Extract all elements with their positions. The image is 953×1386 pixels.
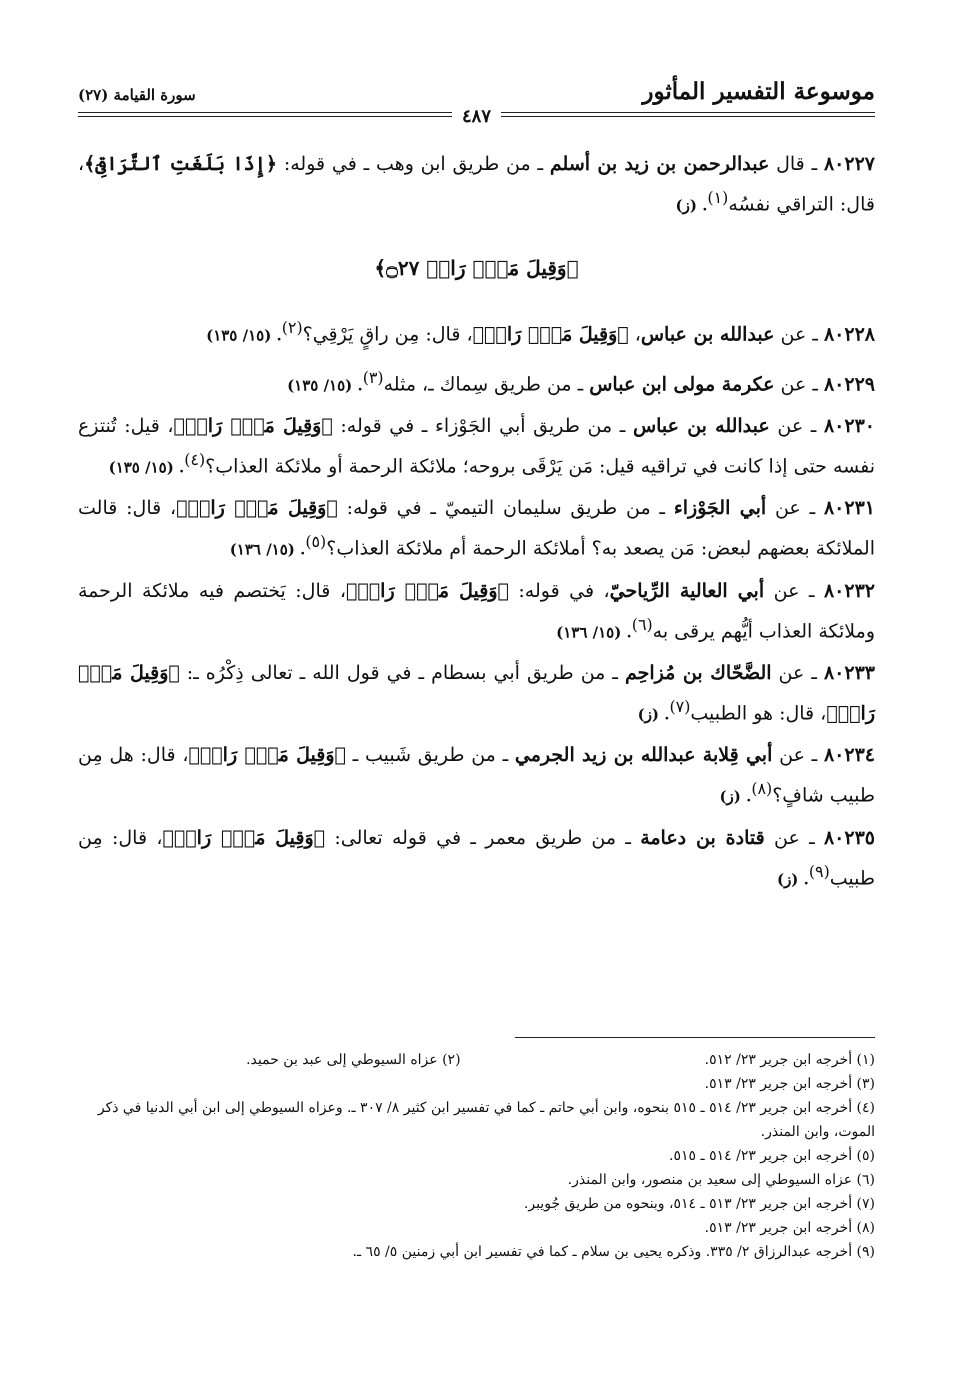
narrator-name: قتادة بن دعامة xyxy=(640,826,765,849)
entry-text: ، قال: مِن راقٍ يَرْقِي؟ xyxy=(302,323,473,346)
entry-80230 xyxy=(78,410,875,484)
entry-text: ، قال: التراقي نفسُه xyxy=(78,153,875,216)
source-ref: . (ز) xyxy=(719,787,752,806)
footnote-ref: (٢) xyxy=(281,318,303,338)
source-ref: . (١٥/ ١٣٦) xyxy=(556,622,632,641)
narrator-name: الضَّحّاك بن مُزاحِم xyxy=(624,661,772,684)
entry-number: ٨٠٢٣٢ xyxy=(823,579,875,602)
footnotes xyxy=(78,1048,875,1264)
entry-text: ـ من طريق أبي الجَوْزاء ـ في قوله: xyxy=(332,414,633,437)
entry-number: ٨٠٢٣٠ xyxy=(823,414,875,437)
entry-text: ، قيل: تُنتزع نفسه حتى إذا كانت في تراقيه قيل: مَن يَرْقَى بروحه؛ ملائكة الرحمة أو ملائكة العذاب؟ xyxy=(78,414,875,478)
footnote-8: (٨) أخرجه ابن جرير ٢٣/ ٥١٣. xyxy=(704,1220,875,1236)
entry-text: ـ من طريق سِماك ـ، مثله xyxy=(383,372,590,395)
narrator-name: عبدالله بن عباس xyxy=(632,414,770,437)
footnote-ref: (٧) xyxy=(669,696,691,716)
entry-text: ـ عن xyxy=(764,579,824,602)
entry-text: ـ من طريق سليمان التيميّ ـ في قوله: xyxy=(337,497,674,520)
entry-80234 xyxy=(78,739,875,813)
page-number-wrap xyxy=(0,106,953,127)
narrator-name: عكرمة مولى ابن عباس xyxy=(589,372,775,395)
entry-number: ٨٠٢٣١ xyxy=(823,497,875,520)
footnote-ref: (٣) xyxy=(362,367,384,387)
footnote-ref: (٩) xyxy=(808,861,830,881)
entry-text: ـ من طريق أبي بسطام ـ في قول الله ـ تعالى ذِكْرُه ـ: xyxy=(179,661,625,684)
entry-80233 xyxy=(78,657,875,731)
main-text xyxy=(78,148,875,904)
surah-title: سورة القيامة (٢٧) xyxy=(78,86,196,104)
entry-number: ٨٠٢٢٧ xyxy=(823,153,875,175)
entry-text: ، قال: هو الطبيب xyxy=(690,702,827,725)
quran-quote: ﴿إِذَا بَلَغَتِ ٱلتَّرَاقِىَ﴾ xyxy=(84,153,278,175)
source-ref: . (١٥/ ١٣٥) xyxy=(108,458,185,477)
entry-text: ـ عن xyxy=(772,744,824,767)
entry-80235 xyxy=(78,822,875,896)
entry-80232 xyxy=(78,575,875,649)
entry-number: ٨٠٢٣٣ xyxy=(823,661,875,684)
footnote-1: (١) أخرجه ابن جرير ٢٣/ ٥١٢. xyxy=(704,1052,875,1068)
entry-number: ٨٠٢٣٥ xyxy=(823,826,875,849)
book-title: موسوعة التفسير المأثور xyxy=(642,78,875,105)
footnote-ref: (١) xyxy=(707,188,729,207)
footnote-ref: (٥) xyxy=(305,532,327,552)
entry-text: ـ قال xyxy=(769,153,824,175)
entry-text: ـ عن xyxy=(764,826,824,849)
page-number: ٤٨٧ xyxy=(452,106,501,127)
ayah-heading: ﴿وَقِيلَ مَنۡۜ رَاقٖ ۝٢٧﴾ xyxy=(374,256,579,281)
quran-quote: ﴿وَقِيلَ مَنۡۜ رَاقٖ﴾ xyxy=(173,414,333,437)
entry-text: ، قال: يَختصم فيه ملائكة الرحمة وملائكة العذاب أيُّهم يرقى به xyxy=(78,579,875,642)
source-ref: . (ز) xyxy=(637,705,670,724)
footnote-2: (٢) عزاه السيوطي إلى عبد بن حميد. xyxy=(246,1052,461,1068)
entry-text: ـ عن xyxy=(774,372,824,395)
entry-80227 xyxy=(78,148,875,222)
quran-quote: ﴿وَقِيلَ مَنۡۜ رَاقٖ﴾ xyxy=(176,497,338,520)
entry-80229 xyxy=(78,361,875,402)
entry-80228 xyxy=(78,311,875,352)
entry-text: ، في قوله: xyxy=(508,579,610,602)
source-ref: . (ز) xyxy=(675,196,708,215)
footnote-9: (٩) أخرجه عبدالرزاق ٢/ ٣٣٥. وذكره يحيى بن سلام ـ كما في تفسير ابن أبي زمنين ٥/ ٦٥ ـ. xyxy=(352,1244,875,1260)
entry-text: ـ من طريق شَبيب ـ xyxy=(345,744,515,767)
entry-text: ـ عن xyxy=(769,414,824,437)
entry-text: ـ من طريق معمر ـ في قوله تعالى: xyxy=(325,826,641,849)
footnote-3: (٣) أخرجه ابن جرير ٢٣/ ٥١٣. xyxy=(704,1076,875,1092)
entry-text: ، قال: هل مِن طبيب شافٍ؟ xyxy=(78,744,875,807)
entry-text: ـ عن xyxy=(771,661,824,684)
quran-quote: ﴿وَقِيلَ مَنۡۜ رَاقٖ﴾ xyxy=(78,661,875,725)
entry-number: ٨٠٢٣٤ xyxy=(823,744,875,767)
footnote-separator xyxy=(515,1037,875,1038)
quran-quote: ﴿وَقِيلَ مَنۡۜ رَاقٖ﴾ xyxy=(345,579,509,602)
footnote-ref: (٦) xyxy=(631,614,653,634)
entry-text: ـ عن xyxy=(766,497,824,520)
source-ref: . (ز) xyxy=(776,869,809,888)
entry-text: ـ من طريق ابن وهب ـ في قوله: xyxy=(277,153,550,175)
footnote-ref: (٨) xyxy=(751,779,773,799)
footnote-6: (٦) عزاه السيوطي إلى سعيد بن منصور، وابن المنذر. xyxy=(567,1172,875,1188)
source-ref: . (١٥/ ١٣٥) xyxy=(206,326,282,345)
source-ref: . (١٥/ ١٣٦) xyxy=(229,540,306,559)
entry-text: ، xyxy=(628,323,641,346)
footnote-row xyxy=(78,1048,875,1072)
narrator-name: أبي قِلابة عبدالله بن زيد الجرمي xyxy=(514,744,773,767)
entry-number: ٨٠٢٢٩ xyxy=(823,372,875,395)
quran-quote: ﴿وَقِيلَ مَنۡۜ رَاقٖ﴾ xyxy=(188,744,346,767)
footnote-5: (٥) أخرجه ابن جرير ٢٣/ ٥١٤ ـ ٥١٥. xyxy=(669,1148,875,1164)
source-ref: . (١٥/ ١٣٥) xyxy=(287,375,363,394)
narrator-name: أبي العالية الرِّياحيّ xyxy=(609,579,765,602)
entry-text: ـ عن xyxy=(774,323,824,346)
narrator-name: عبدالرحمن بن زيد بن أسلم xyxy=(549,153,770,175)
entry-number: ٨٠٢٢٨ xyxy=(823,323,875,346)
footnote-ref: (٤) xyxy=(184,449,206,469)
footnote-7: (٧) أخرجه ابن جرير ٢٣/ ٥١٣ ـ ٥١٤، وبنحوه من طريق جُويبر. xyxy=(523,1196,875,1212)
footnote-4: (٤) أخرجه ابن جرير ٢٣/ ٥١٤ ـ ٥١٥ بنحوه، وابن أبي حاتم ـ كما في تفسير ابن كثير ٨/ ٣٠٧ ـ. وعزاه السيوطي إلى ابن أبي الدنيا في ذكر الموت، وابن المنذر. xyxy=(97,1100,875,1140)
entry-80231 xyxy=(78,492,875,566)
entry-text: ، قال: قالت الملائكة بعضهم لبعض: مَن يصعد به؟ أملائكة الرحمة أم ملائكة العذاب؟ xyxy=(78,497,875,560)
quran-quote: ﴿وَقِيلَ مَنۡۜ رَاقٖ﴾ xyxy=(162,826,326,849)
narrator-name: أبي الجَوْزاء xyxy=(673,497,767,520)
entry-text: ، قال: مِن طبيب xyxy=(78,826,875,889)
quran-quote: ﴿وَقِيلَ مَنۡۜ رَاقٖ﴾ xyxy=(472,323,629,346)
narrator-name: عبدالله بن عباس xyxy=(640,323,775,346)
